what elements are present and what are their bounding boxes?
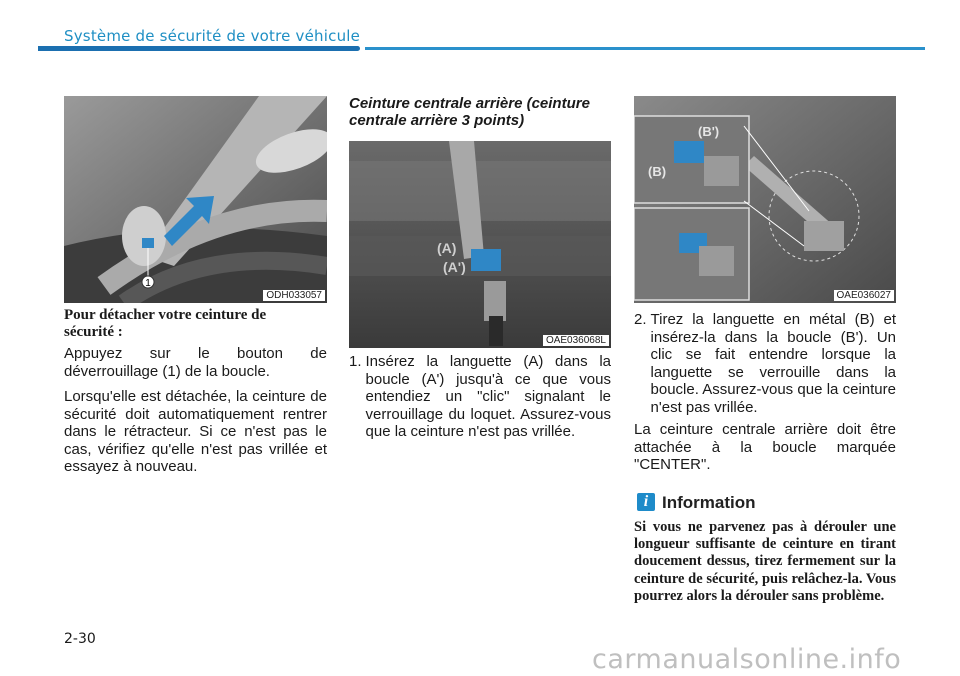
page-section-title: Système de sécurité de votre véhicule [64, 27, 361, 45]
info-icon: i [637, 493, 655, 511]
figure-callout-1: 1 [145, 278, 151, 289]
figure-seatbelt-release [64, 96, 327, 303]
step-1-text: Insérez la languette (A) dans la boucle (A') jusqu'à ce que vous entendiez un "clic" signalant le verrouillage du loquet. Assurez-vous que la ceinture n'est pas vrillée. [365, 353, 611, 440]
info-text: Si vous ne parvenez pas à dérouler une longueur suffisante de ceinture en tirant doucement dessus, tirez fermement sur la ceinture de sécurité, puis relâchez-la. Vous pourrez alors la dérouler sans problème. [634, 519, 896, 604]
watermark: carmanualsonline.info [592, 644, 902, 675]
label-a: (A) [437, 240, 457, 256]
center-belt-illustration [349, 141, 611, 348]
page-number: 2-30 [64, 631, 96, 647]
figure-center-belt-insert [349, 141, 611, 348]
figure-code: ODH033057 [263, 290, 325, 301]
seatbelt-release-illustration [64, 96, 327, 303]
figure-code: OAE036027 [834, 290, 895, 301]
figure-code: OAE036068L [543, 335, 609, 346]
step-2-number: 2. [634, 311, 647, 328]
step-2 [634, 311, 896, 416]
figure-center-belt-metal-tongue [634, 96, 896, 303]
step-2-text: Tirez la languette en métal (B) et insérez-la dans la boucle (B'). Un clic se fait entendre lorsque la languette se verrouille dans la boucle. Assurez-vous que la ceinture n'est pas vrillée. [650, 311, 896, 416]
header-rule-dark [38, 46, 360, 51]
metal-tongue-illustration [634, 96, 896, 303]
step-1 [349, 353, 611, 441]
release-paragraph-2: Lorsqu'elle est détachée, la ceinture de sécurité doit automatiquement rentrer dans le rétracteur. Si ce n'est pas le cas, vérifiez qu'elle n'est pas vrillée et essayez à nouveau. [64, 388, 327, 475]
header-rule-light [365, 47, 925, 50]
label-b-prime: (B') [698, 124, 720, 139]
center-buckle-paragraph: La ceinture centrale arrière doit être attachée à la boucle marquée "CENTER". [634, 421, 896, 473]
release-heading: Pour détacher votre ceinture de sécurité : [64, 307, 267, 340]
step-1-number: 1. [349, 353, 362, 370]
release-paragraph-1: Appuyez sur le bouton de déverrouillage (1) de la boucle. [64, 345, 327, 380]
label-b: (B) [648, 164, 667, 179]
info-title: Information [662, 493, 756, 512]
center-rear-belt-heading: Ceinture centrale arrière (ceinture centrale arrière 3 points) [349, 95, 590, 129]
label-a-prime: (A') [443, 259, 466, 275]
release-instructions [64, 345, 327, 484]
